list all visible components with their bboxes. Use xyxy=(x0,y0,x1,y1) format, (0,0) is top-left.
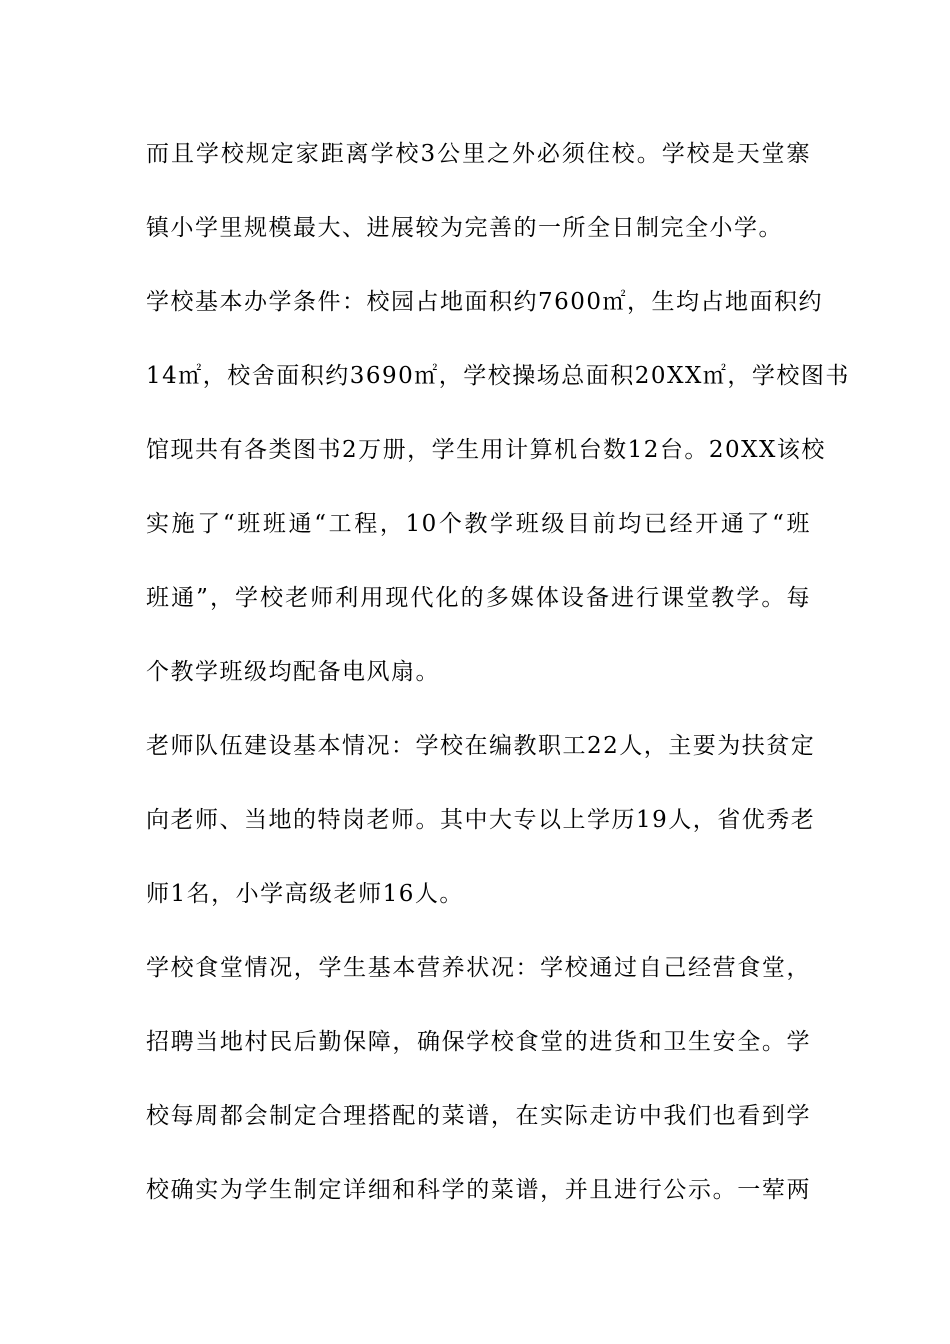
text-line: 师1名，小学高级老师16人。 xyxy=(146,881,464,907)
text-line: 馆现共有各类图书2万册，学生用计算机台数12台。20XX该校 xyxy=(146,437,826,463)
text-line: 学校食堂情况，学生基本营养状况：学校通过自己经营食堂， xyxy=(146,955,811,981)
text-line: 老师队伍建设基本情况：学校在编教职工22人，主要为扶贫定 xyxy=(146,733,816,759)
text-line: 14㎡，校舍面积约3690㎡，学校操场总面积20XX㎡，学校图书 xyxy=(146,363,850,389)
text-line: 实施了“班班通“工程，10个教学班级目前均已经开通了“班 xyxy=(146,511,811,537)
text-line: 而且学校规定家距离学校3公里之外必须住校。学校是天堂寨 xyxy=(146,141,811,167)
text-line: 班通”，学校老师利用现代化的多媒体设备进行课堂教学。每 xyxy=(146,585,811,611)
text-line: 校确实为学生制定详细和科学的菜谱，并且进行公示。一荤两 xyxy=(146,1177,811,1203)
text-line: 个教学班级均配备电风扇。 xyxy=(146,659,440,685)
text-line: 学校基本办学条件：校园占地面积约7600㎡，生均占地面积约 xyxy=(146,289,824,315)
text-line: 镇小学里规模最大、进展较为完善的一所全日制完全小学。 xyxy=(146,215,783,241)
text-line: 招聘当地村民后勤保障，确保学校食堂的进货和卫生安全。学 xyxy=(146,1029,811,1055)
text-line: 向老师、当地的特岗老师。其中大专以上学历19人，省优秀老 xyxy=(146,807,816,833)
text-line: 校每周都会制定合理搭配的菜谱，在实际走访中我们也看到学 xyxy=(146,1103,811,1129)
body-text xyxy=(146,130,850,1240)
